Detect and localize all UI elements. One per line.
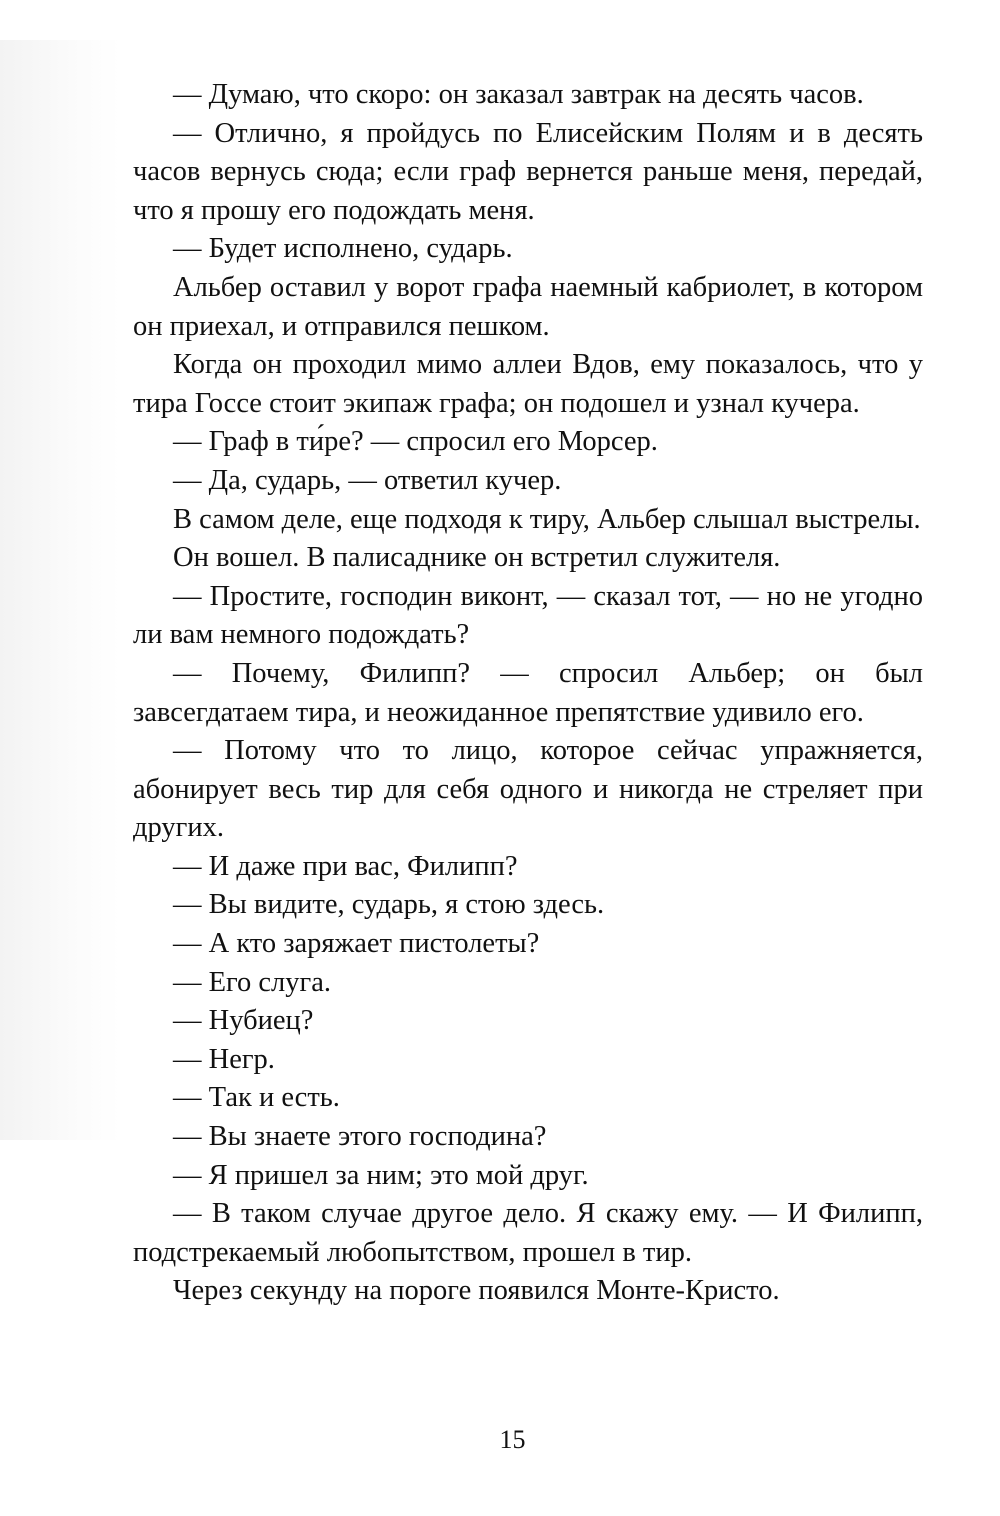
paragraph: — Граф в ти́ре? — спросил его Морсер. — [173, 426, 658, 458]
body-text — [133, 76, 923, 1311]
paragraph: — Думаю, что скоро: он заказал завтрак на десять часов. — [173, 79, 864, 110]
paragraph: — Потому что то лицо, которое сейчас упражняется, абонирует весь тир для себя одного и никогда не стреляет при других. — [133, 735, 923, 844]
paragraph: — Вы знаете этого господина? — [173, 1121, 547, 1153]
paragraph: — Я пришел за ним; это мой друг. — [173, 1159, 589, 1191]
paragraph: — И даже при вас, Филипп? — [173, 850, 518, 882]
paragraph: — Его слуга. — [173, 966, 331, 998]
scan-shadow — [0, 40, 120, 1140]
paragraph: — Вы видите, сударь, я стою здесь. — [173, 889, 605, 921]
paragraph: — Да, сударь, — ответил кучер. — [173, 464, 562, 496]
paragraph: В самом деле, еще подходя к тиру, Альбер слышал выстрелы. — [173, 503, 921, 535]
paragraph: — В таком случае другое дело. Я скажу ему. — И Филипп, подстрекаемый любопытством, прошел в тир. — [133, 1198, 923, 1268]
paragraph: Когда он проходил мимо аллеи Вдов, ему показалось, что у тира Госсе стоит экипаж графа; он подошел и узнал кучера. — [133, 349, 923, 419]
paragraph: — Нубиец? — [173, 1005, 314, 1037]
paragraph: — Отлично, я пройдусь по Елисейским Полям и в десять часов вернусь сюда; если граф вернется раньше меня, передай, что я прошу его подождать меня. — [133, 117, 923, 226]
paragraph: Альбер оставил у ворот графа наемный кабриолет, в котором он приехал, и отправился пешком. — [133, 271, 923, 342]
paragraph: — Будет исполнено, сударь. — [173, 233, 513, 265]
paragraph: — Так и есть. — [173, 1082, 340, 1114]
paragraph: — Почему, Филипп? — спросил Альбер; он был завсегдатаем тира, и неожиданное препятствие удивило его. — [133, 657, 923, 728]
paragraph: — Негр. — [173, 1043, 275, 1075]
paragraph: Он вошел. В палисаднике он встретил служителя. — [173, 542, 781, 574]
paragraph: — Простите, господин виконт, — сказал тот, — но не угодно ли вам немного подождать? — [133, 580, 923, 651]
page-number: 15 — [499, 1425, 526, 1454]
paragraph: — А кто заряжает пистолеты? — [173, 928, 540, 960]
paragraph: Через секунду на пороге появился Монте-Кристо. — [173, 1275, 780, 1307]
